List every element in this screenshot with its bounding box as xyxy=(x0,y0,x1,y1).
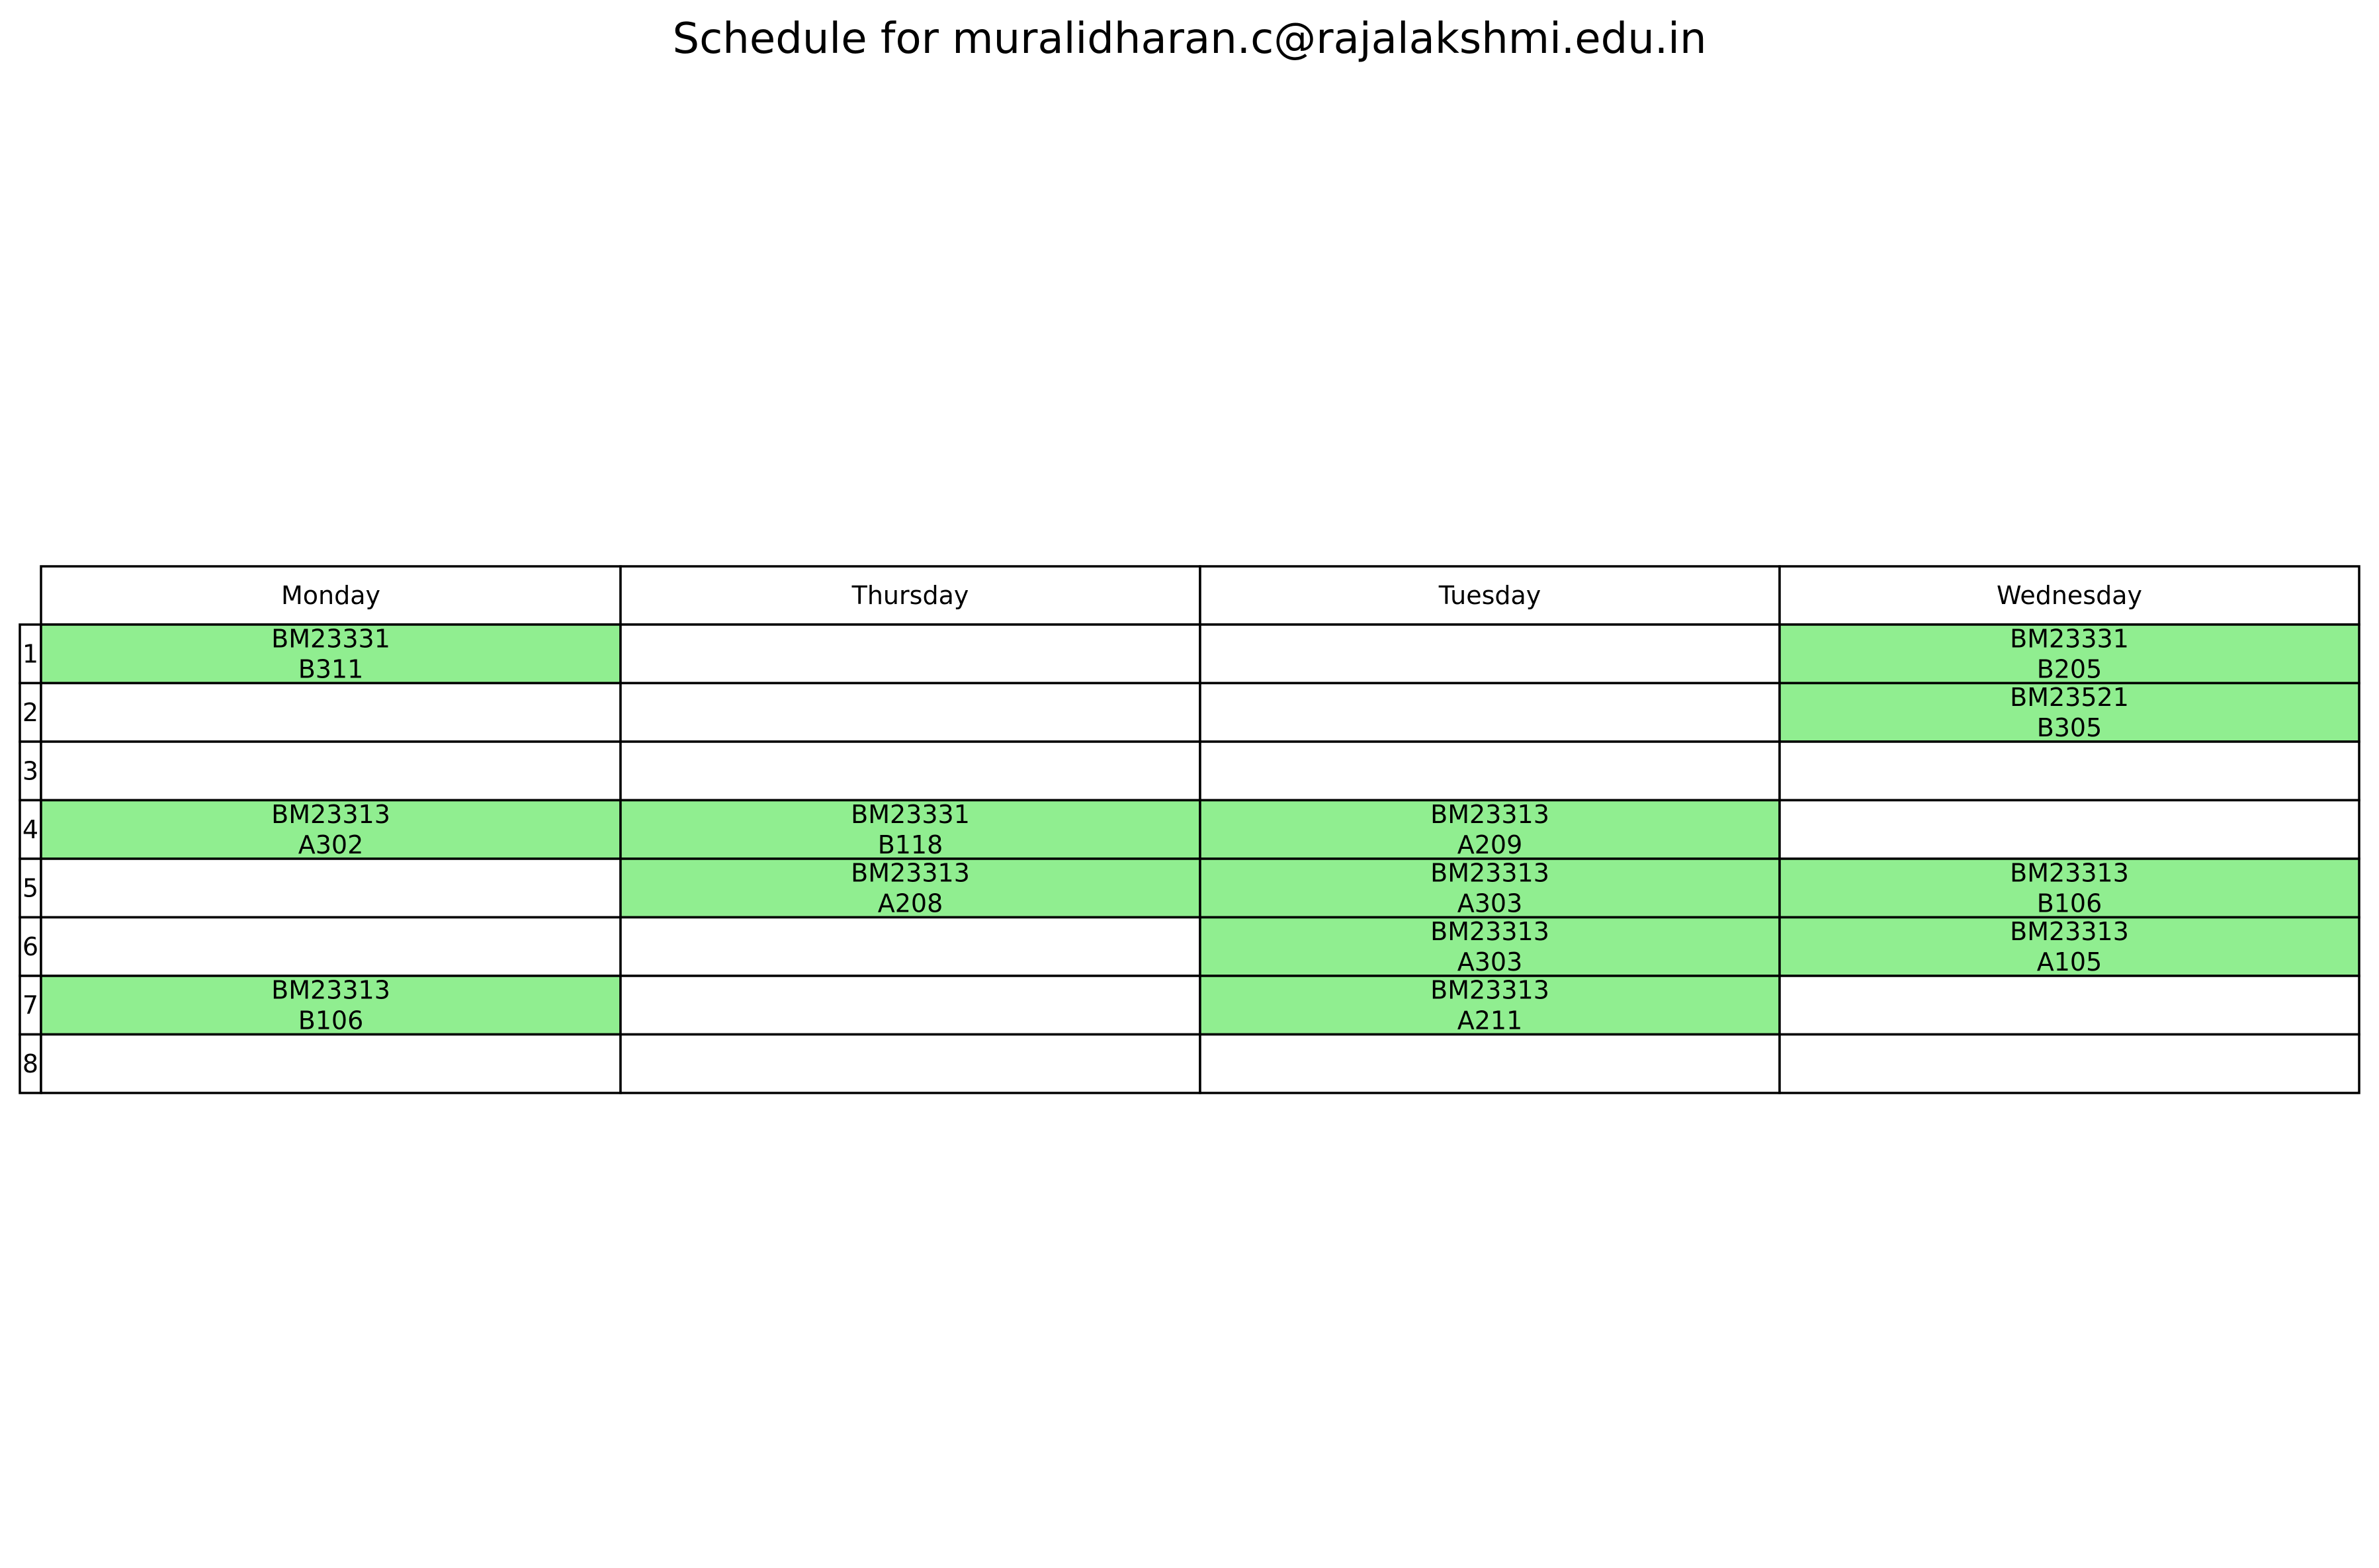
schedule-cell-empty xyxy=(1200,1035,1780,1094)
course-code: BM23313 xyxy=(271,975,390,1005)
schedule-cell-empty xyxy=(41,1035,621,1094)
room-number: A211 xyxy=(1457,1006,1523,1035)
course-code: BM23521 xyxy=(2010,682,2129,712)
schedule-cell-empty xyxy=(1780,976,2359,1035)
column-header-label: Monday xyxy=(281,581,381,610)
schedule-cell-empty xyxy=(1780,742,2359,801)
room-number: B106 xyxy=(298,1006,364,1035)
row-label: 6 xyxy=(22,932,39,961)
schedule-cell-empty xyxy=(1200,742,1780,801)
course-code: BM23313 xyxy=(271,799,390,829)
room-number: A208 xyxy=(877,889,943,918)
course-code: BM23313 xyxy=(1430,975,1549,1005)
room-number: B205 xyxy=(2036,654,2102,684)
room-number: A303 xyxy=(1457,889,1523,918)
room-number: A105 xyxy=(2036,947,2102,977)
schedule-cell-empty xyxy=(621,742,1200,801)
chart-title: Schedule for muralidharan.c@rajalakshmi.edu.in xyxy=(672,15,1707,64)
row-label: 7 xyxy=(22,990,39,1020)
course-code: BM23313 xyxy=(2010,916,2129,946)
column-header-label: Tuesday xyxy=(1438,581,1541,610)
room-number: A209 xyxy=(1457,830,1523,859)
schedule-cell-empty xyxy=(1200,683,1780,742)
course-code: BM23313 xyxy=(1430,916,1549,946)
schedule-cell-empty xyxy=(1200,625,1780,683)
course-code: BM23313 xyxy=(1430,858,1549,888)
row-label: 4 xyxy=(22,814,39,844)
course-code: BM23331 xyxy=(2010,624,2129,654)
column-header-label: Thursday xyxy=(851,581,969,610)
schedule-cell-empty xyxy=(41,918,621,977)
row-label: 8 xyxy=(22,1049,39,1078)
schedule-cell-empty xyxy=(41,742,621,801)
course-code: BM23331 xyxy=(271,624,390,654)
room-number: A302 xyxy=(298,830,364,859)
course-code: BM23331 xyxy=(851,799,970,829)
row-label: 1 xyxy=(22,639,39,669)
schedule-cell-empty xyxy=(41,683,621,742)
schedule-cell-empty xyxy=(621,1035,1200,1094)
course-code: BM23313 xyxy=(2010,858,2129,888)
schedule-cell-empty xyxy=(1780,801,2359,859)
room-number: B106 xyxy=(2036,889,2102,918)
course-code: BM23313 xyxy=(851,858,970,888)
schedule-cell-empty xyxy=(621,918,1200,977)
room-number: A303 xyxy=(1457,947,1523,977)
schedule-cell-empty xyxy=(621,976,1200,1035)
schedule-cell-empty xyxy=(621,683,1200,742)
row-label: 2 xyxy=(22,697,39,727)
schedule-cell-empty xyxy=(621,625,1200,683)
row-label: 3 xyxy=(22,756,39,786)
schedule-cell-empty xyxy=(41,859,621,918)
course-code: BM23313 xyxy=(1430,799,1549,829)
room-number: B311 xyxy=(298,654,364,684)
row-label: 5 xyxy=(22,873,39,903)
room-number: B305 xyxy=(2036,713,2102,742)
schedule-cell-empty xyxy=(1780,1035,2359,1094)
column-header-label: Wednesday xyxy=(1996,581,2143,610)
room-number: B118 xyxy=(877,830,943,859)
